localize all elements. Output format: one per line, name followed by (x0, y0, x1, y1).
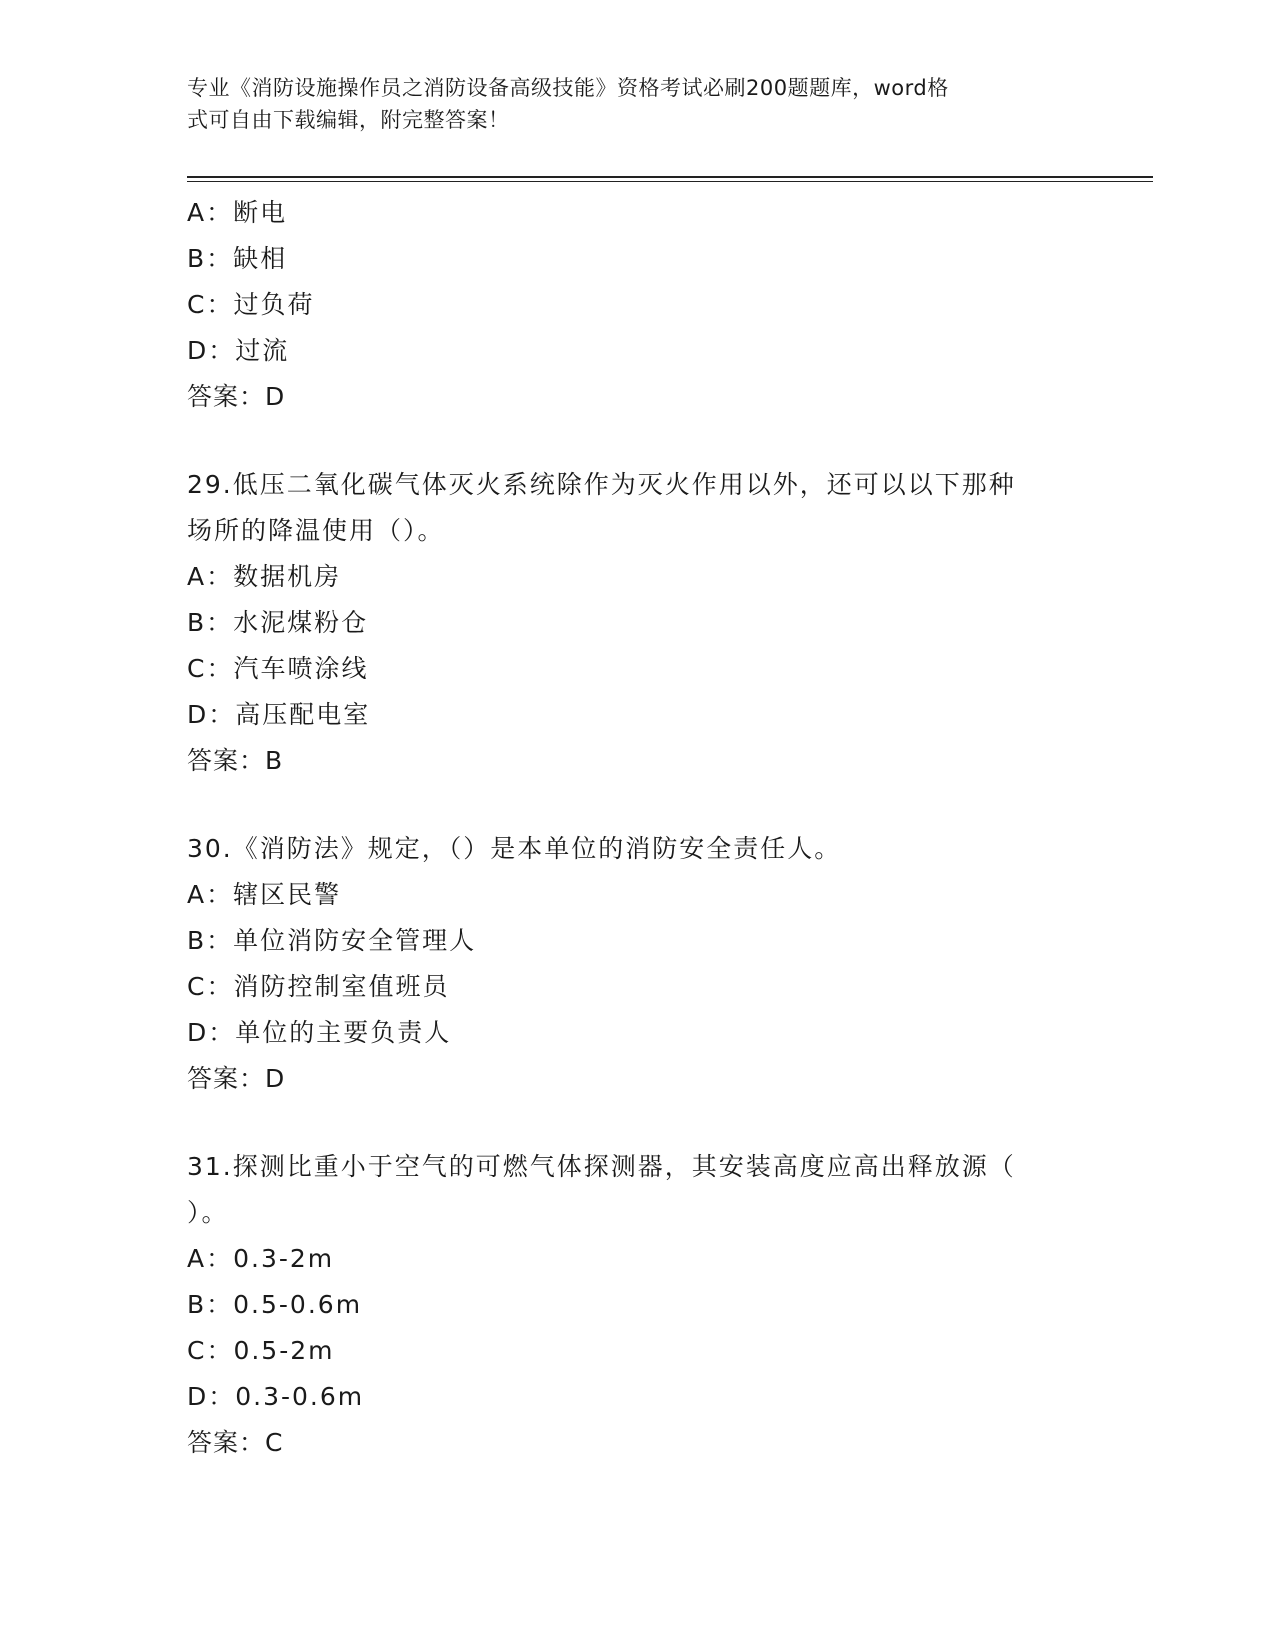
option-a: A：0.3-2m (187, 1244, 335, 1273)
question-31 (187, 1144, 1087, 1466)
option-a: A：辖区民警 (187, 880, 342, 909)
option-d: D：过流 (187, 336, 290, 365)
spacer (187, 420, 1087, 462)
header-line-1: 专业《消防设施操作员之消防设备高级技能》资格考试必刷200题题库，word格 (187, 76, 949, 100)
option-a: A：数据机房 (187, 562, 342, 591)
option-c: C：过负荷 (187, 290, 315, 319)
option-d: D：高压配电室 (187, 700, 371, 729)
answer-line: 答案：C (187, 1428, 284, 1457)
answer-line: 答案：D (187, 382, 286, 411)
option-d: D：单位的主要负责人 (187, 1018, 452, 1047)
question-30 (187, 826, 1087, 1102)
header-divider-thick (187, 176, 1153, 178)
option-c: C：汽车喷涂线 (187, 654, 369, 683)
question-28 (187, 190, 1087, 420)
option-d: D：0.3-0.6m (187, 1382, 365, 1411)
answer-line: 答案：D (187, 1064, 286, 1093)
question-list (187, 190, 1087, 1466)
option-b: B：0.5-0.6m (187, 1290, 363, 1319)
question-29 (187, 462, 1087, 784)
header-divider-thin (187, 181, 1153, 182)
option-b: B：缺相 (187, 244, 288, 273)
answer-line: 答案：B (187, 746, 284, 775)
spacer (187, 784, 1087, 826)
document-header (187, 72, 1067, 136)
option-b: B：单位消防安全管理人 (187, 926, 477, 955)
header-line-2: 式可自由下载编辑，附完整答案！ (187, 108, 510, 132)
question-stem-continued: ）。 (187, 1198, 229, 1227)
spacer (187, 1102, 1087, 1144)
option-b: B：水泥煤粉仓 (187, 608, 369, 637)
question-stem: 31.探测比重小于空气的可燃气体探测器，其安装高度应高出释放源（ (187, 1152, 1016, 1181)
option-a: A：断电 (187, 198, 288, 227)
question-stem: 29.低压二氧化碳气体灭火系统除作为灭火作用以外，还可以以下那种 (187, 470, 1016, 499)
question-stem-continued: 场所的降温使用（）。 (187, 516, 445, 545)
option-c: C：消防控制室值班员 (187, 972, 450, 1001)
option-c: C：0.5-2m (187, 1336, 335, 1365)
question-stem: 30.《消防法》规定，（）是本单位的消防安全责任人。 (187, 834, 842, 863)
